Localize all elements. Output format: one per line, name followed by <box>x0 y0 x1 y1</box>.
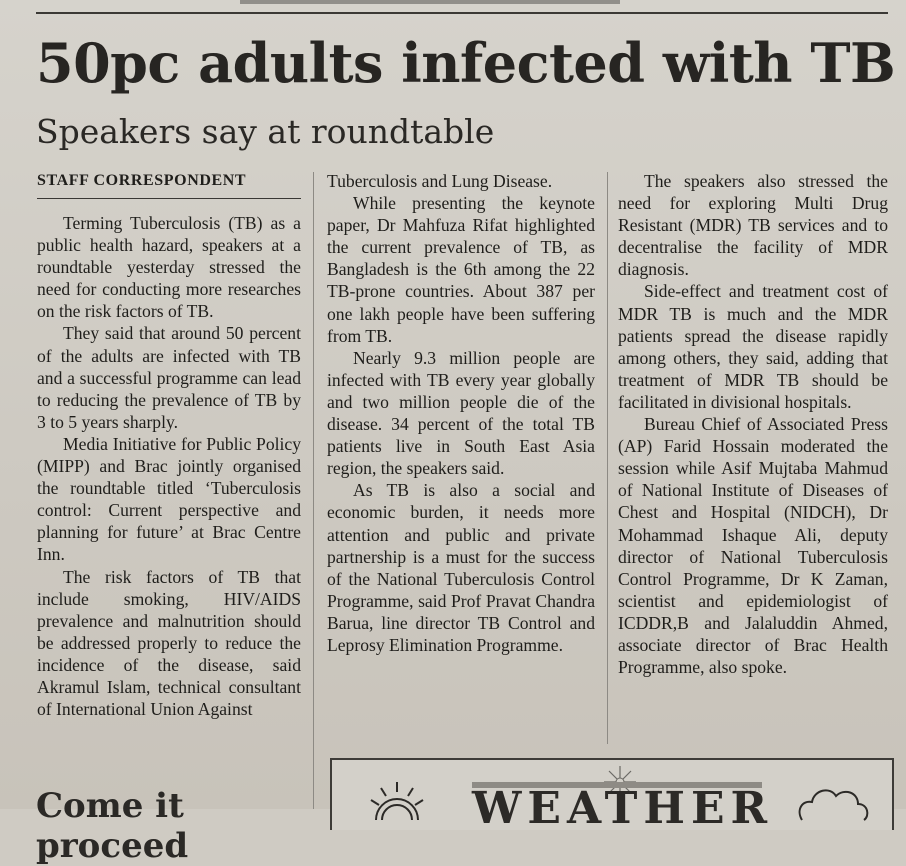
article-column-3 <box>618 170 888 678</box>
paragraph: They said that around 50 percent of the adults are infected with TB and a successful programme can lead to reducing the prevalence of TB by 3 to 5 years sharply. <box>37 323 301 432</box>
column-divider-2 <box>607 172 608 744</box>
paragraph: Nearly 9.3 million people are infected with TB every year globally and two million people die of the disease. 34 percent of the total TB patients live in South East Asia region, the speakers said. <box>327 347 595 479</box>
paragraph-continued: Tuberculosis and Lung Disease. <box>327 171 553 191</box>
article-subheadline: Speakers say at roundtable <box>36 112 495 151</box>
weather-title: WEATHER <box>472 783 774 834</box>
article-column-2 <box>327 170 595 656</box>
sun-icon <box>368 780 426 820</box>
weather-box <box>330 758 894 834</box>
next-article-headline: Come it proceed <box>36 786 189 866</box>
top-rule <box>36 12 888 14</box>
column-divider-1 <box>313 172 314 809</box>
paragraph: Side-effect and treatment cost of MDR TB is much and the MDR patients spread the disease rapidly among others, they said, adding that treatment of MDR TB should be facilitated in divisional hospitals. <box>618 281 888 412</box>
article-headline: 50pc adults infected with TB <box>36 31 896 95</box>
paragraph: As TB is also a social and economic burden, it needs more attention and public and private partnership is a must for the success of the National Tuberculosis Control Programme, said Prof Pravat Chandra Barua, line director TB Control and Leprosy Elimination Programme. <box>327 480 595 655</box>
paragraph: The speakers also stressed the need for exploring Multi Drug Resistant (MDR) TB services and to decentralise the facility of MDR diagnosis. <box>618 171 888 280</box>
previous-article-edge <box>240 0 620 4</box>
paragraph: The risk factors of TB that include smoking, HIV/AIDS prevalence and malnutrition should be addressed properly to reduce the incidence of the disease, said Akramul Islam, technical consultant of International Union Against <box>37 566 301 720</box>
paragraph: Media Initiative for Public Policy (MIPP) and Brac jointly organised the roundtable titled ‘Tuberculosis control: Current perspective and planning for future’ at Brac Centre Inn. <box>37 433 301 565</box>
paragraph: While presenting the keynote paper, Dr Mahfuza Rifat highlighted the current prevalence of TB, as Bangladesh is the 6th among the 22 TB-prone countries. About 387 per one lakh people have been suffering from TB. <box>327 193 595 346</box>
paragraph: Bureau Chief of Associated Press (AP) Farid Hossain moderated the session while Asif Mujtaba Mahmud of National Institute of Diseases of Chest and Hospital (NIDCH), Dr Mohammad Ishaque Ali, deputy director of National Tuberculosis Control Programme, Dr K Zaman, scientist and epidemiologist of ICDDR,B and Jalaluddin Ahmed, associate director of Brac Health Programme, also spoke. <box>618 414 888 678</box>
article-column-1 <box>37 170 301 720</box>
cloud-icon <box>792 780 872 820</box>
byline: STAFF CORRESPONDENT <box>37 170 301 199</box>
paragraph: Terming Tuberculosis (TB) as a public health hazard, speakers at a roundtable yesterday stressed the need for conducting more researches on the risk factors of TB. <box>37 213 301 322</box>
